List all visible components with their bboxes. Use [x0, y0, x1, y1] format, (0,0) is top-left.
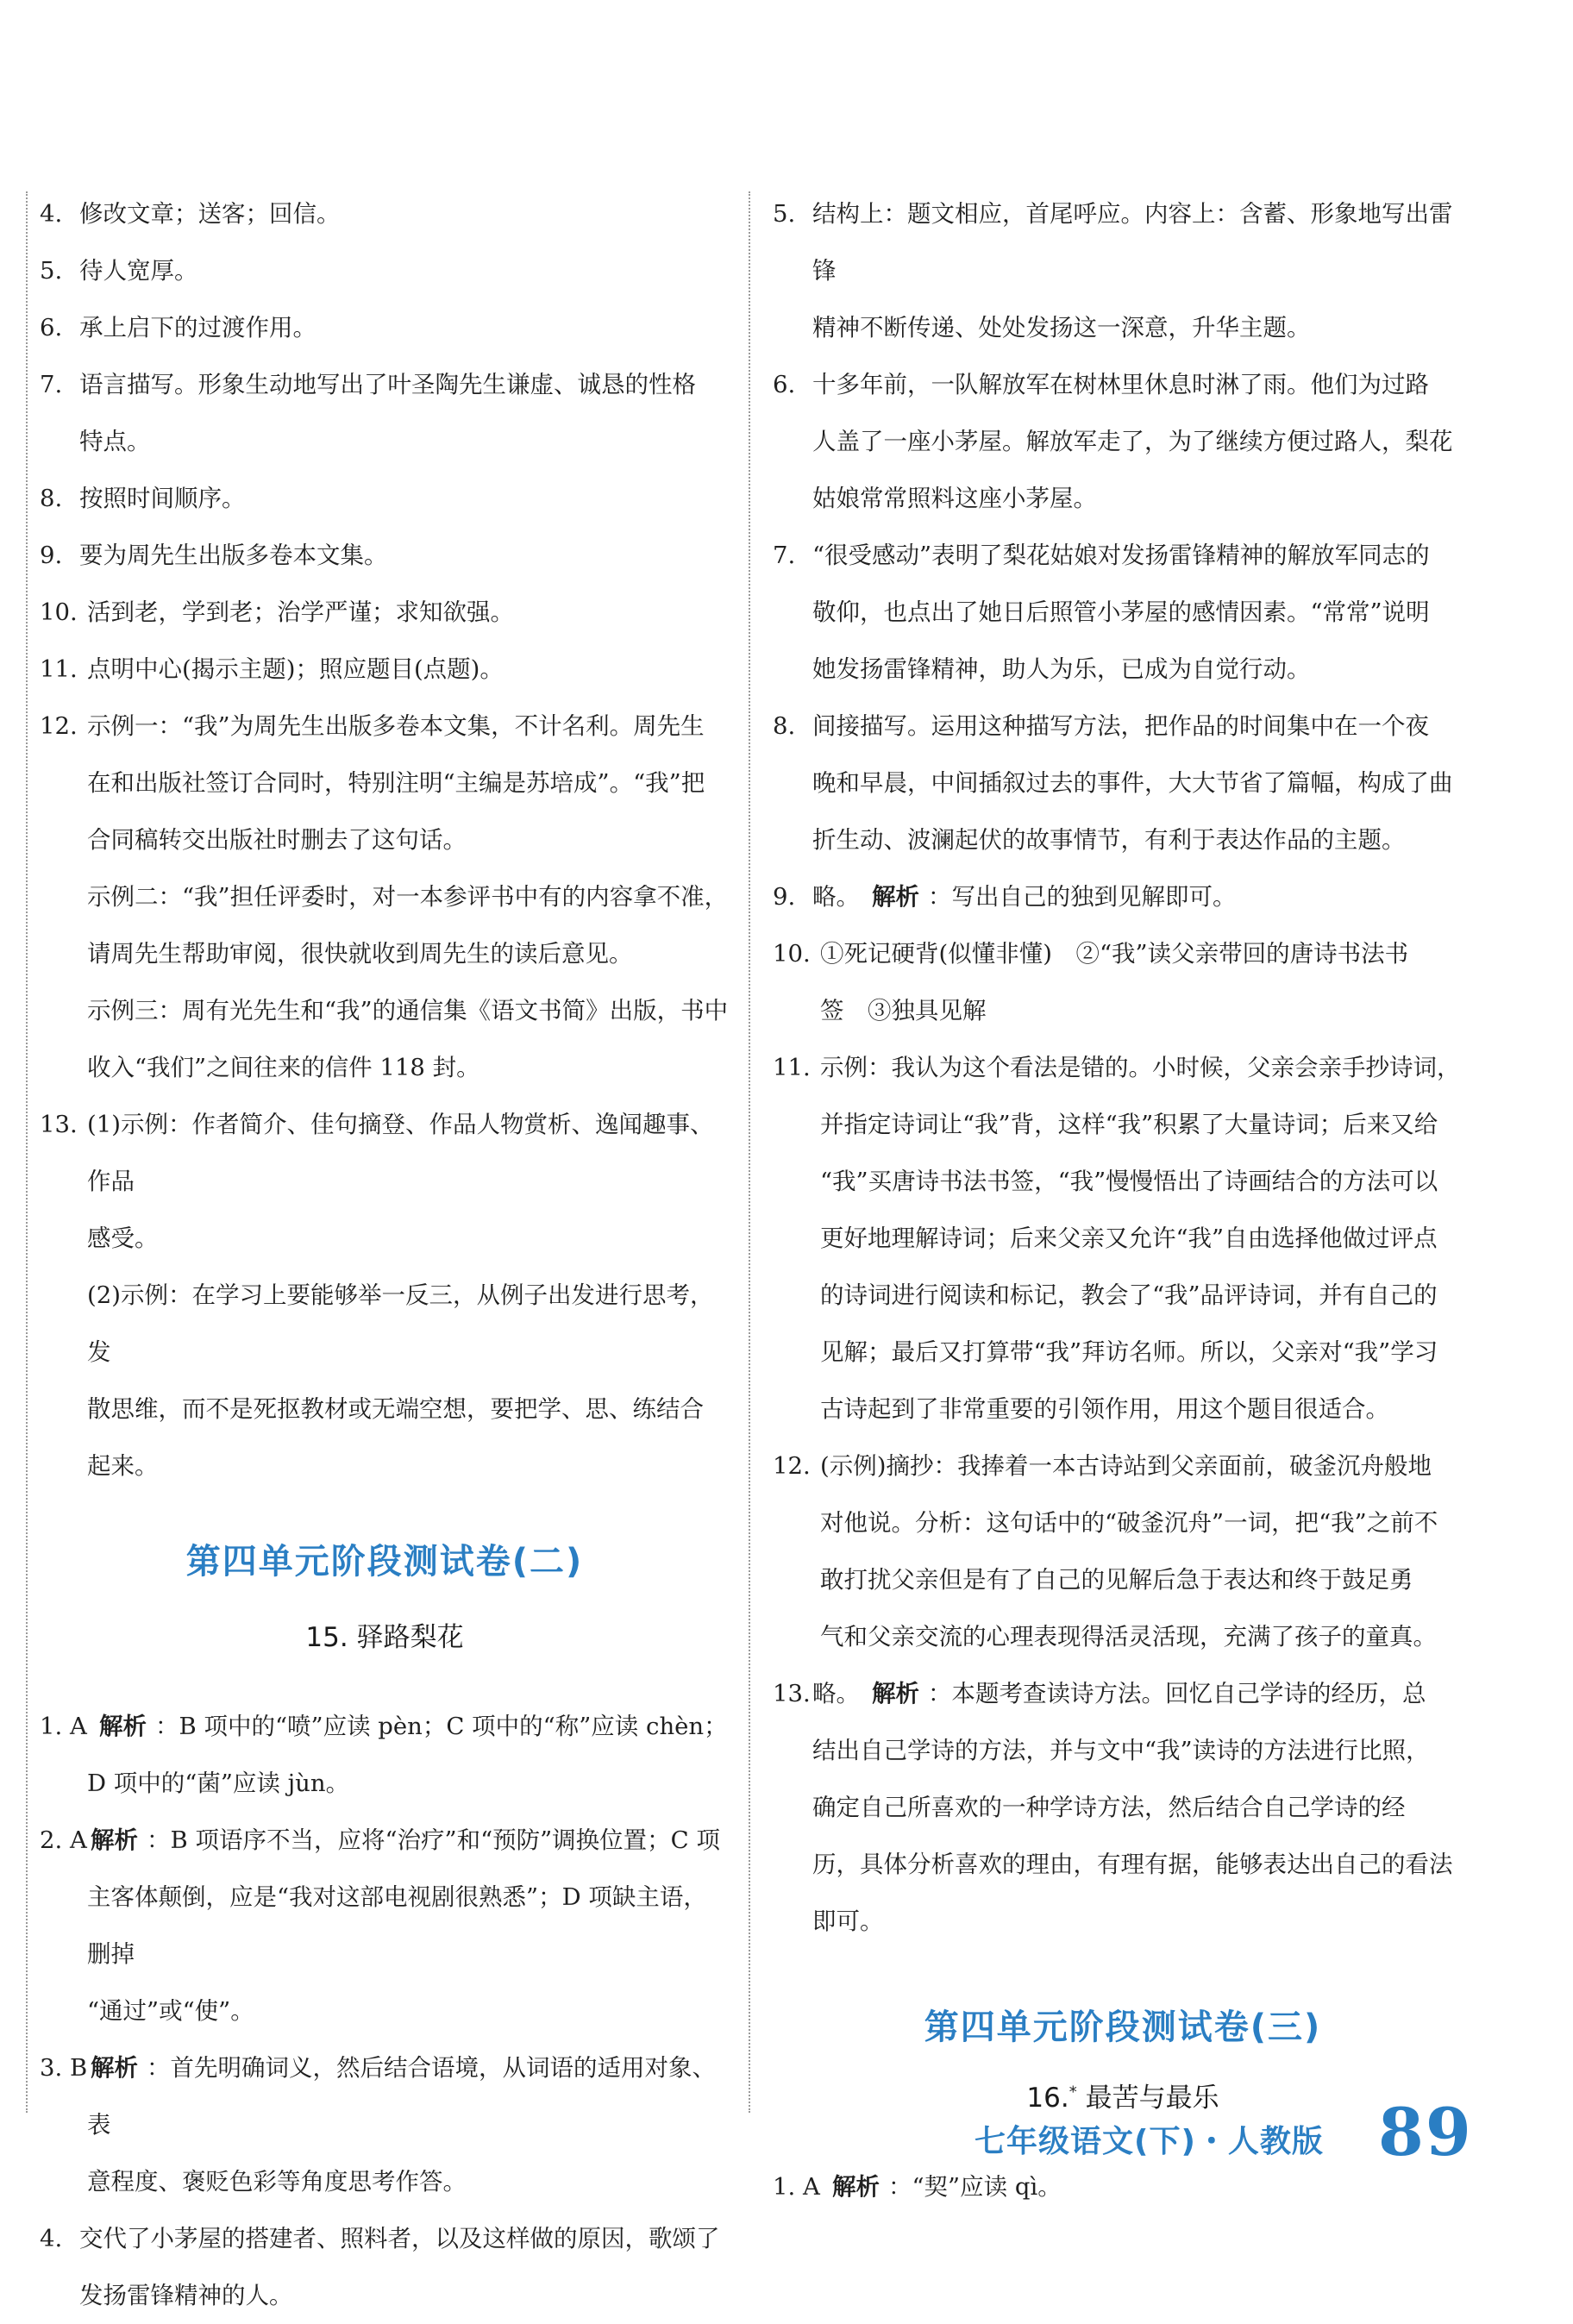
answer-line: 气和父亲交流的心理表现得活灵活现，充满了孩子的童真。	[820, 1623, 1437, 1651]
item-number: 11.	[40, 655, 78, 683]
item-number: 7.	[773, 542, 796, 569]
answer-line: 示例二：“我”担任评委时，对一本参评书中有的内容拿不准，	[87, 883, 729, 911]
answer-line: 她发扬雷锋精神，助人为乐，已成为自觉行动。	[812, 655, 1311, 683]
item-number: 12.	[40, 712, 78, 740]
answer-line: 示例：我认为这个看法是错的。小时候，父亲会亲手抄诗词，	[820, 1054, 1461, 1081]
answer-line: 并指定诗词让“我”背，这样“我”积累了大量诗词；后来又给	[820, 1111, 1438, 1138]
answer-line: (2)示例：在学习上要能够举一反三，从例子出发进行思考，发	[87, 1281, 714, 1366]
lesson-number: 16.	[1026, 2083, 1069, 2114]
answer-item	[40, 242, 730, 299]
answer-line: 历，具体分析喜欢的理由，有理有据，能够表达出自己的看法	[812, 1851, 1453, 1878]
item-number: 1. A	[773, 2173, 820, 2201]
analysis-label: 解析	[872, 1680, 919, 1707]
answer-line: D 项中的“菌”应读 jùn。	[87, 1770, 350, 1797]
item-number: 13.	[773, 1680, 811, 1707]
answer-item	[773, 185, 1473, 356]
answer-line: 晚和早晨，中间插叙过去的事件，大大节省了篇幅，构成了曲	[812, 769, 1453, 797]
answer-line: 活到老，学到老；治学严谨；求知欲强。	[87, 598, 514, 626]
lesson-mark: *	[1069, 2083, 1077, 2102]
answer-line: 敬仰，也点出了她日后照管小茅屋的感情因素。“常常”说明	[812, 598, 1430, 626]
answer-line: 见解；最后又打算带“我”拜访名师。所以，父亲对“我”学习	[820, 1338, 1438, 1366]
answer-item	[773, 527, 1473, 698]
lesson-name: 最苦与最乐	[1085, 2083, 1219, 2114]
lesson-title: 15. 驿路梨花	[305, 1622, 464, 1653]
answer-line: 确定自己所喜欢的一种学诗方法，然后结合自己学诗的经	[812, 1794, 1406, 1821]
answer-line: (1)示例：作者简介、佳句摘登、作品人物赏析、逸闻趣事、作品	[87, 1111, 714, 1195]
item-number: 6.	[40, 314, 63, 341]
answer-line: 起来。	[87, 1452, 159, 1480]
answer-line: ：“契”应读 qì。	[888, 2173, 1062, 2201]
item-number: 1. A	[40, 1713, 87, 1740]
answer-line: 结构上：题文相应，首尾呼应。内容上：含蓄、形象地写出雷锋	[812, 200, 1453, 285]
item-number: 4.	[40, 200, 63, 228]
item-number: 13.	[40, 1111, 78, 1138]
answer-line: 在和出版社签订合同时，特别注明“主编是苏培成”。“我”把	[87, 769, 705, 797]
item-number: 9.	[40, 542, 63, 569]
answer-line: 点明中心(揭示主题)；照应题目(点题)。	[87, 655, 504, 683]
answer-line: 待人宽厚。	[79, 257, 198, 285]
item-number: 10.	[773, 940, 811, 968]
answer-line: 折生动、波澜起伏的故事情节，有利于表达作品的主题。	[812, 826, 1406, 854]
answer-line: 交代了小茅屋的搭建者、照料者，以及这样做的原因，歌颂了	[79, 2225, 720, 2252]
answer-line: 特点。	[79, 428, 151, 455]
answer-item	[773, 868, 1473, 925]
analysis-label: 解析	[872, 883, 919, 911]
lesson-title	[773, 2076, 1473, 2114]
answer-line: 的诗词进行阅读和标记，教会了“我”品评诗词，并有自己的	[820, 1281, 1438, 1309]
answer-line: 示例三：周有光先生和“我”的通信集《语文书简》出版，书中	[87, 997, 729, 1024]
answer-line: 古诗起到了非常重要的引领作用，用这个题目很适合。	[820, 1395, 1389, 1423]
item-number: 2. A	[40, 1826, 87, 1854]
answer-item	[40, 1812, 730, 2039]
answer-item	[40, 356, 730, 470]
answer-line: “我”买唐诗书法书签，“我”慢慢悟出了诗画结合的方法可以	[820, 1168, 1438, 1195]
answer-line: 承上启下的过渡作用。	[79, 314, 316, 341]
answer-line: 主客体颠倒，应是“我对这部电视剧很熟悉”；D 项缺主语，删掉	[87, 1883, 707, 1968]
unit-heading-2-block	[40, 1534, 730, 1601]
answer-line: 示例一：“我”为周先生出版多卷本文集，不计名利。周先生	[87, 712, 705, 740]
answer-item	[40, 527, 730, 584]
analysis-label: 解析	[91, 1826, 138, 1854]
answer-line: 意程度、褒贬色彩等角度思考作答。	[87, 2168, 467, 2196]
answer-line: 语言描写。形象生动地写出了叶圣陶先生谦虚、诚恳的性格	[79, 371, 696, 398]
answer-line: 发扬雷锋精神的人。	[79, 2282, 293, 2309]
answer-line: 签 ③独具见解	[820, 997, 987, 1024]
item-number: 5.	[40, 257, 63, 285]
answer-line: 结出自己学诗的方法，并与文中“我”读诗的方法进行比照，	[812, 1737, 1430, 1764]
answer-line: 十多年前，一队解放军在树林里休息时淋了雨。他们为过路	[812, 371, 1429, 398]
lesson-title-block	[40, 1615, 730, 1684]
answer-line: 合同稿转交出版社时删去了这句话。	[87, 826, 467, 854]
answer-item	[773, 698, 1473, 868]
answer-lead: 略。	[812, 1680, 860, 1707]
answer-line: 人盖了一座小茅屋。解放军走了，为了继续方便过路人，梨花	[812, 428, 1453, 455]
answer-item	[773, 1665, 1473, 1950]
answer-line: 更好地理解诗词；后来父亲又允许“我”自由选择他做过评点	[820, 1225, 1438, 1252]
answer-item	[40, 1698, 730, 1812]
answer-item	[773, 2158, 1473, 2215]
answer-item	[40, 641, 730, 698]
unit-heading: 第四单元阶段测试卷(二)	[185, 1542, 584, 1582]
item-number: 3. B	[40, 2054, 88, 2082]
item-number: 8.	[773, 712, 796, 740]
answer-line: “通过”或“使”。	[87, 1997, 254, 2025]
answer-item	[40, 299, 730, 356]
answer-lead: 略。	[812, 883, 860, 911]
item-number: 9.	[773, 883, 796, 911]
item-number: 7.	[40, 371, 63, 398]
analysis-label: 解析	[91, 2054, 138, 2082]
answer-line: 收入“我们”之间往来的信件 118 封。	[87, 1054, 480, 1081]
answer-item	[40, 2210, 730, 2324]
answer-item	[40, 1096, 730, 1494]
unit-heading: 第四单元阶段测试卷(三)	[924, 2008, 1322, 2047]
answer-line: (示例)摘抄：我捧着一本古诗站到父亲面前，破釜沉舟般地	[820, 1452, 1432, 1480]
answer-line: 请周先生帮助审阅，很快就收到周先生的读后意见。	[87, 940, 633, 968]
answer-line: 散思维，而不是死抠教材或无端空想，要把学、思、练结合	[87, 1395, 704, 1423]
item-number: 11.	[773, 1054, 811, 1081]
analysis-label: 解析	[832, 2173, 880, 2201]
answer-line: 精神不断传递、处处发扬这一深意，升华主题。	[812, 314, 1311, 341]
answer-item	[40, 2039, 730, 2210]
item-number: 8.	[40, 485, 63, 512]
answer-line: ：写出自己的独到见解即可。	[928, 883, 1237, 911]
answer-line: 修改文章；送客；回信。	[79, 200, 341, 228]
answer-line: ：本题考查读诗方法。回忆自己学诗的经历，总	[928, 1680, 1426, 1707]
book-label: 七年级语文(下)・人教版	[975, 2124, 1324, 2159]
answer-line: ：B 项中的“喷”应读 pèn；C 项中的“称”应读 chèn；	[155, 1713, 728, 1740]
answer-line: 对他说。分析：这句话中的“破釜沉舟”一词，把“我”之前不	[820, 1509, 1438, 1537]
right-column-rule	[749, 191, 750, 2113]
page-number: 89	[1378, 2094, 1473, 2171]
answer-item	[773, 925, 1473, 1039]
answer-line: ：首先明确词义，然后结合语境，从词语的适用对象、表	[87, 2054, 716, 2139]
analysis-label: 解析	[99, 1713, 147, 1740]
item-number: 12.	[773, 1452, 811, 1480]
unit-heading-3-block	[773, 2000, 1473, 2064]
answer-line: 要为周先生出版多卷本文集。	[79, 542, 388, 569]
answer-item	[40, 470, 730, 527]
lesson-15-answers	[40, 1698, 730, 2324]
item-number: 4.	[40, 2225, 63, 2252]
answer-item	[773, 1438, 1473, 1665]
answer-line: ：B 项语序不当，应将“治疗”和“预防”调换位置；C 项	[147, 1826, 720, 1854]
answer-line: 敢打扰父亲但是有了自己的见解后急于表达和终于鼓足勇	[820, 1566, 1413, 1594]
right-column	[773, 185, 1473, 2215]
answer-item	[773, 1039, 1473, 1438]
answer-line: ①死记硬背(似懂非懂) ②“我”读父亲带回的唐诗书法书	[820, 940, 1409, 968]
item-number: 6.	[773, 371, 796, 398]
answer-item	[40, 185, 730, 242]
answer-line: 按照时间顺序。	[79, 485, 246, 512]
answer-item	[40, 584, 730, 641]
answer-line: 感受。	[87, 1225, 159, 1252]
answer-line: 即可。	[812, 1907, 884, 1935]
answer-line: 姑娘常常照料这座小茅屋。	[812, 485, 1097, 512]
answer-line: “很受感动”表明了梨花姑娘对发扬雷锋精神的解放军同志的	[812, 542, 1430, 569]
item-number: 5.	[773, 200, 796, 228]
answer-line: 间接描写。运用这种描写方法，把作品的时间集中在一个夜	[812, 712, 1429, 740]
answer-item	[40, 698, 730, 1096]
answer-item	[773, 356, 1473, 527]
left-column-rule	[26, 191, 28, 2113]
left-column	[40, 185, 730, 2324]
item-number: 10.	[40, 598, 78, 626]
